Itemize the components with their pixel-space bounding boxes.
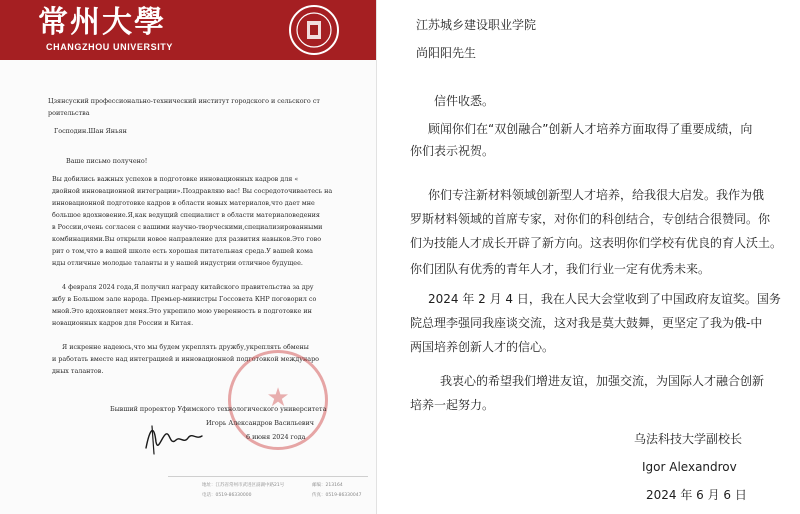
university-logo: 常州大學 xyxy=(38,5,166,40)
letter-paragraph-line: рит о том,что в вашей школе есть хорошая питательная среда.У вашей кома xyxy=(52,247,313,255)
footer-phone: 电话：0519-86330000 xyxy=(202,493,252,498)
letter-paragraph-line: 顾闻你们在“双创融合”创新人才培养方面取得了重要成绩，向 xyxy=(428,122,753,136)
university-emblem-icon xyxy=(288,4,340,56)
letter-paragraph-line: новационных кадров для России и Китая. xyxy=(52,319,194,327)
footer-fax: 传真：0519-86330047 xyxy=(312,493,362,498)
letter-paragraph-line: Вы добились важных успехов в подготовке инновационных кадров для « xyxy=(52,175,299,183)
letter-paragraph-line: и работать вместе над интеграцией и инновационной подготовкой междунаро xyxy=(52,355,320,363)
letter-paragraph-line: 们为技能人才成长开辟了新方向。这表明你们学校有优良的育人沃土。 xyxy=(410,236,783,250)
letter-paragraph-line: двойной инновационной интеграции».Поздравляю вас! Вы сосредоточиваетесь на xyxy=(52,187,333,195)
letter-recipient-line: Цзянсуский профессионально-технический институт городского и сельского ст xyxy=(48,97,320,105)
letter-paragraph-line: 你们团队有优秀的青年人才，我们行业一定有优秀未来。 xyxy=(410,262,711,276)
recipient-organization: 江苏城乡建设职业学院 xyxy=(416,18,537,32)
footer-address: 地址：江苏省常州市武进区滆湖中路21号 xyxy=(202,483,285,488)
letterhead-banner xyxy=(0,0,376,60)
letter-paragraph-line: 院总理李强同我座谈交流，这对我是莫大鼓舞，更坚定了我为俄-中 xyxy=(410,316,763,330)
letter-paragraph-line: 培养一起努力。 xyxy=(410,398,495,412)
signer-name: Igor Alexandrov xyxy=(642,460,737,474)
letter-paragraph-line: 两国培养创新人才的信心。 xyxy=(410,340,555,354)
recipient-name: 尚阳阳先生 xyxy=(416,46,477,60)
footer-postcode: 邮编：213164 xyxy=(312,483,343,488)
letter-paragraph-line: большое вдохновение.Я,как ведущий специалист в области материаловедения xyxy=(52,211,320,219)
letter-paragraph-line: 4 февраля 2024 года,Я получил награду китайского правительства за дру xyxy=(62,283,314,291)
handwritten-signature-icon xyxy=(140,418,210,458)
signer-title: 乌法科技大学副校长 xyxy=(634,432,743,446)
letter-paragraph-line: 信件收悉。 xyxy=(434,94,495,108)
chinese-translation-page xyxy=(380,0,800,514)
letter-date: 2024 年 6 月 6 日 xyxy=(646,488,747,502)
footer-divider xyxy=(168,476,368,477)
letter-paragraph-line: 我衷心的希望我们增进友谊，加强交流，为国际人才融合创新 xyxy=(440,374,765,388)
signer-title: Бывший проректор Уфимского технологического университета xyxy=(110,405,327,413)
letter-paragraph-line: комбинациями.Вы открыли новое направление для развития навыков.Это гово xyxy=(52,235,322,243)
letter-paragraph-line: 你们专注新材料领域创新型人才培养，给我很大启发。我作为俄 xyxy=(428,188,765,202)
signature-date: 6 июня 2024 года xyxy=(246,433,306,441)
letter-paragraph-line: в России,очень согласен с вашими научно-творческими,специализированными xyxy=(52,223,323,231)
letter-paragraph-line: инновационной подготовке кадров в области новых материалов,что дает мне xyxy=(52,199,315,207)
letter-paragraph-line: нды отличные молодые таланты и у нашей индустрии отличное будущее. xyxy=(52,259,303,267)
letter-recipient-line: роительства xyxy=(48,109,90,117)
letter-salutation: Господин.Шан Яньян xyxy=(54,127,127,135)
russian-letter-page xyxy=(0,0,377,514)
letter-paragraph-line: Я искренне надеюсь,что мы будем укреплять дружбу,укреплять обмены xyxy=(62,343,309,351)
signer-name: Игорь Александров Васильевич xyxy=(206,419,314,427)
university-logo-subtitle: CHANGZHOU UNIVERSITY xyxy=(46,42,174,52)
letter-paragraph-line: мной.Это вдохновляет меня.Это укрепило мою уверенность в подготовке ин xyxy=(52,307,312,315)
letter-paragraph-line: Ваше письмо получено! xyxy=(66,157,148,165)
letter-paragraph-line: 2024 年 2 月 4 日，我在人民大会堂收到了中国政府友谊奖。国务 xyxy=(428,292,781,306)
letter-paragraph-line: дных талантов. xyxy=(52,367,104,375)
letter-paragraph-line: 你们表示祝贺。 xyxy=(410,144,495,158)
letter-paragraph-line: 罗斯材料领域的首席专家，对你们的科创结合，专创结合很赞同。你 xyxy=(410,212,771,226)
official-seal-icon: ★ xyxy=(228,350,328,450)
letter-paragraph-line: жбу в Большом зале народа. Премьер-министры Госсовета КНР поговорил со xyxy=(52,295,317,303)
